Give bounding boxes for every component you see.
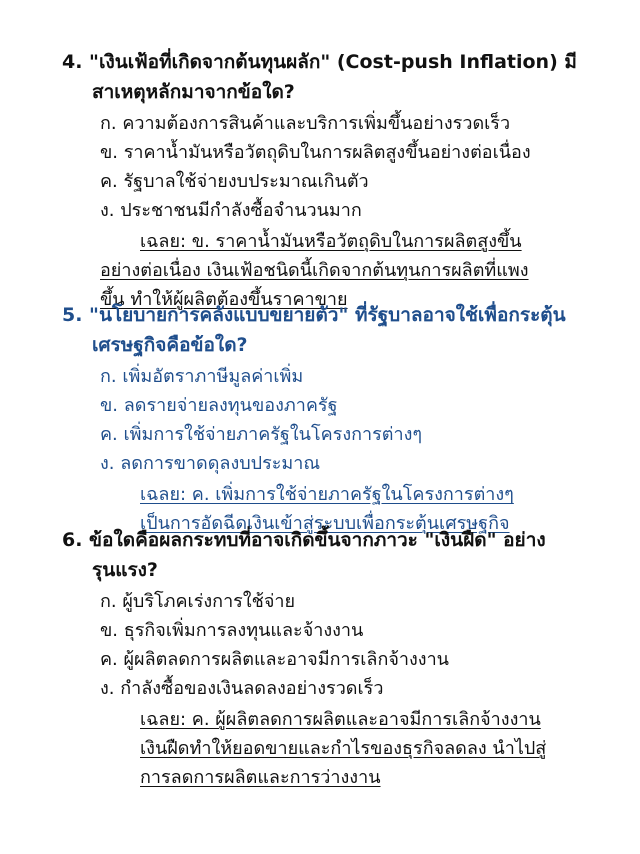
option-d: ง. กำลังซื้อของเงินลดลงอย่างรวดเร็ว [100,678,384,699]
question-title [62,300,582,360]
answer-line: เฉลย: ค. ผู้ผลิตลดการผลิตและอาจมีการเลิกจ้างงาน [140,709,541,730]
answer-line: เงินฝืดทำให้ยอดขายและกำไรของธุรกิจลดลง นำไปสู่ [140,738,547,759]
question-title [62,525,582,585]
answer-line: ขึ้น ทำให้ผู้ผลิตต้องขึ้นราคาขาย [100,289,348,310]
question-title-line-1: 5. "นโยบายการคลังแบบขยายตัว" ที่รัฐบาลอาจใช้เพื่อกระตุ้น [62,304,566,326]
question-title-line-2: เศรษฐกิจคือข้อใด? [92,334,248,356]
option-list [62,109,582,225]
option-b: ข. ธุรกิจเพิ่มการลงทุนและจ้างงาน [100,620,364,641]
question-title [62,47,582,107]
option-c: ค. เพิ่มการใช้จ่ายภาครัฐในโครงการต่างๆ [100,424,423,445]
option-b: ข. ลดรายจ่ายลงทุนของภาครัฐ [100,395,338,416]
answer-line: เฉลย: ข. ราคาน้ำมันหรือวัตถุดิบในการผลิตสูงขึ้น [140,231,522,252]
answer-line: เป็นการอัดฉีดเงินเข้าสู่ระบบเพื่อกระตุ้นเศรษฐกิจ [140,513,510,534]
option-a: ก. ผู้บริโภคเร่งการใช้จ่าย [100,591,296,612]
question-title-line-2: สาเหตุหลักมาจากข้อใด? [92,81,295,103]
question-title-line-1: 6. ข้อใดคือผลกระทบที่อาจเกิดขึ้นจากภาวะ "เงินฝืด" อย่าง [62,529,546,551]
option-list [62,587,582,703]
option-d: ง. ลดการขาดดุลงบประมาณ [100,453,321,474]
question-5 [62,300,582,538]
question-6 [62,525,582,792]
option-list [62,362,582,478]
answer-line: อย่างต่อเนื่อง เงินเฟ้อชนิดนี้เกิดจากต้นทุนการผลิตที่แพง [100,260,529,281]
option-c: ค. รัฐบาลใช้จ่ายงบประมาณเกินตัว [100,171,369,192]
option-b: ข. ราคาน้ำมันหรือวัตถุดิบในการผลิตสูงขึ้นอย่างต่อเนื่อง [100,142,531,163]
option-a: ก. เพิ่มอัตราภาษีมูลค่าเพิ่ม [100,366,304,387]
question-title-line-1: 4. "เงินเฟ้อที่เกิดจากต้นทุนผลัก" (Cost-push Inflation) มี [62,51,577,73]
answer-line: เฉลย: ค. เพิ่มการใช้จ่ายภาครัฐในโครงการต่างๆ [140,484,514,505]
option-c: ค. ผู้ผลิตลดการผลิตและอาจมีการเลิกจ้างงาน [100,649,449,670]
option-d: ง. ประชาชนมีกำลังซื้อจำนวนมาก [100,200,362,221]
answer-line: การลดการผลิตและการว่างงาน [140,767,381,788]
question-title-line-2: รุนแรง? [92,559,158,581]
answer-explanation [62,705,582,792]
question-4 [62,47,582,314]
option-a: ก. ความต้องการสินค้าและบริการเพิ่มขึ้นอย่างรวดเร็ว [100,113,511,134]
